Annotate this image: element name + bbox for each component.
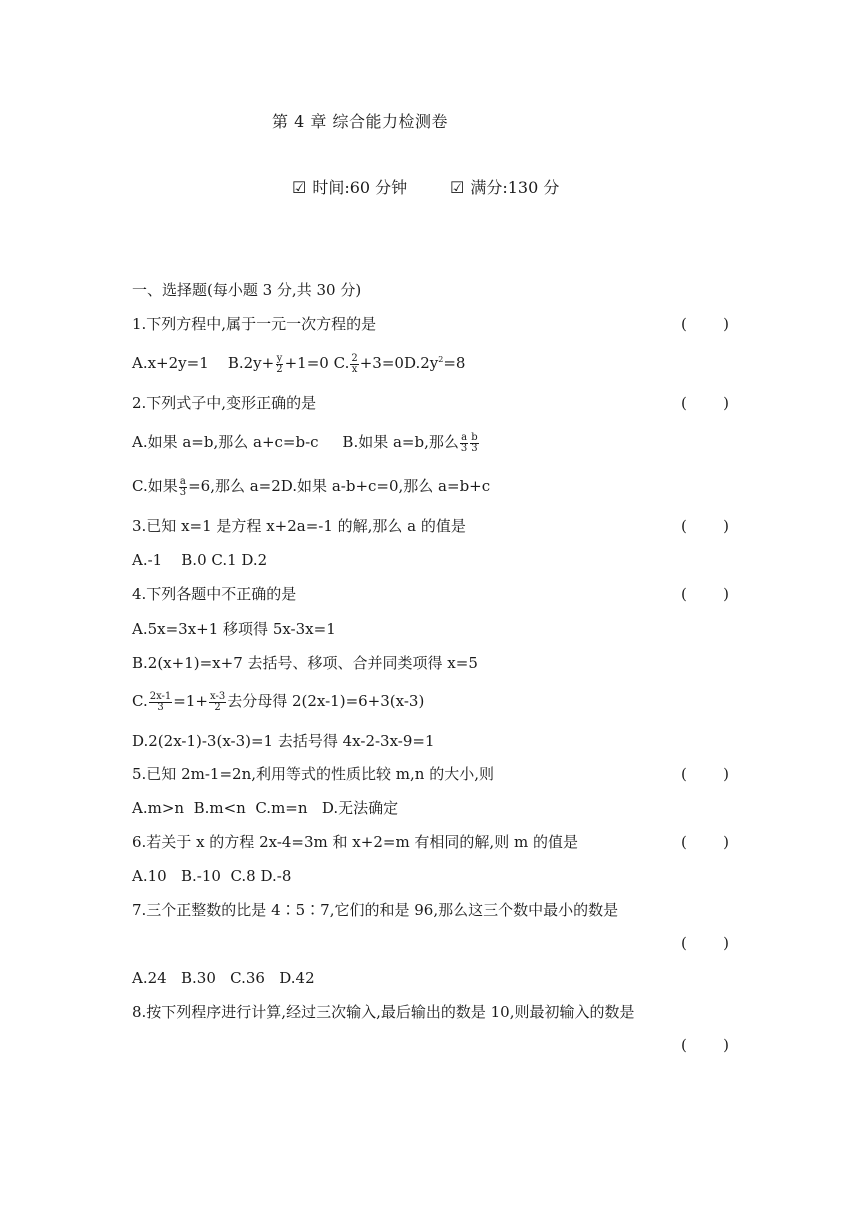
answer-paren-6: ( ) xyxy=(681,833,729,851)
answer-paren-4: ( ) xyxy=(681,585,729,603)
score-label: 满分:130 分 xyxy=(470,178,560,197)
fraction: $\frac{b}{3}$ xyxy=(471,431,478,454)
option-d: $D.2y^2=8$ xyxy=(403,354,466,372)
answer-paren-8: ( ) xyxy=(681,1036,729,1054)
question-3-stem: 3.已知 x=1 是方程 x+2a=-1 的解,那么 a 的值是 xyxy=(132,517,466,535)
option-b: B.如果 a=b,那么 $\frac{a}{3}$ $\frac{b}{3}$ xyxy=(342,431,478,454)
full-score xyxy=(450,178,559,198)
fraction: $\frac{2}{x}$ xyxy=(351,352,358,375)
answer-paren-3: ( ) xyxy=(681,517,729,535)
checkbox-icon: ☑ xyxy=(292,178,307,197)
fraction: $\frac{2x-1}{3}$ xyxy=(149,690,172,713)
question-6-options: A.10 B.-10 C.8 D.-8 xyxy=(132,867,292,885)
question-7-stem: 7.三个正整数的比是 4∶5∶7,它们的和是 96,那么这三个数中最小的数是 xyxy=(132,901,619,919)
fraction: $\frac{a}{3}$ xyxy=(460,431,468,454)
question-2-stem: 2.下列式子中,变形正确的是 xyxy=(132,394,317,412)
question-8-stem: 8.按下列程序进行计算,经过三次输入,最后输出的数是 10,则最初输入的数是 xyxy=(132,1003,635,1021)
question-1-options xyxy=(132,353,465,375)
option-b: B.2y+ $\frac{y}{2}$ +1=0 xyxy=(227,352,329,375)
option-c: C. $\frac{2}{x}$ +3=0 xyxy=(333,352,404,375)
answer-paren-2: ( ) xyxy=(681,394,729,412)
option-a: A.如果 a=b,那么 a+c=b-c xyxy=(132,433,319,451)
question-5-options: A.m>n B.m<n C.m=n D.无法确定 xyxy=(132,799,399,817)
question-4-option-a: A.5x=3x+1 移项得 5x-3x=1 xyxy=(132,620,336,638)
question-4-stem: 4.下列各题中不正确的是 xyxy=(132,585,297,603)
option-a: A.x+2y=1 xyxy=(132,354,209,372)
question-2-options-cd xyxy=(132,476,490,498)
question-2-options-ab xyxy=(132,432,480,454)
question-6-stem: 6.若关于 x 的方程 2x-4=3m 和 x+2=m 有相同的解,则 m 的值是 xyxy=(132,833,578,851)
section-heading: 一、选择题(每小题 3 分,共 30 分) xyxy=(132,281,362,299)
fraction: $\frac{x-3}{2}$ xyxy=(209,690,226,713)
fraction: $\frac{a}{3}$ xyxy=(179,475,187,498)
question-3-options: A.-1 B.0 C.1 D.2 xyxy=(132,551,268,569)
option-c: C.如果 $\frac{a}{3}$ =6,那么 a=2 xyxy=(132,475,281,498)
question-1-stem: 1.下列方程中,属于一元一次方程的是 xyxy=(132,315,377,333)
answer-paren-7: ( ) xyxy=(681,934,729,952)
page-title: 第 4 章 综合能力检测卷 xyxy=(272,112,448,131)
time-limit xyxy=(292,178,407,198)
question-4-option-c: C. $\frac{2x-1}{3}$ =1+ $\frac{x-3}{2}$ 去分母得 2(2x-1)=6+3(x-3) xyxy=(132,690,425,713)
question-4-option-d: D.2(2x-1)-3(x-3)=1 去括号得 4x-2-3x-9=1 xyxy=(132,732,435,750)
answer-paren-1: ( ) xyxy=(681,315,729,333)
question-7-options: A.24 B.30 C.36 D.42 xyxy=(132,969,315,987)
fraction: $\frac{y}{2}$ xyxy=(276,352,283,375)
question-5-stem: 5.已知 2m-1=2n,利用等式的性质比较 m,n 的大小,则 xyxy=(132,765,494,783)
question-4-option-b: B.2(x+1)=x+7 去括号、移项、合并同类项得 x=5 xyxy=(132,654,478,672)
option-d: D.如果 a-b+c=0,那么 a=b+c xyxy=(280,477,491,495)
answer-paren-5: ( ) xyxy=(681,765,729,783)
time-label: 时间:60 分钟 xyxy=(312,178,408,197)
checkbox-icon: ☑ xyxy=(450,178,465,197)
